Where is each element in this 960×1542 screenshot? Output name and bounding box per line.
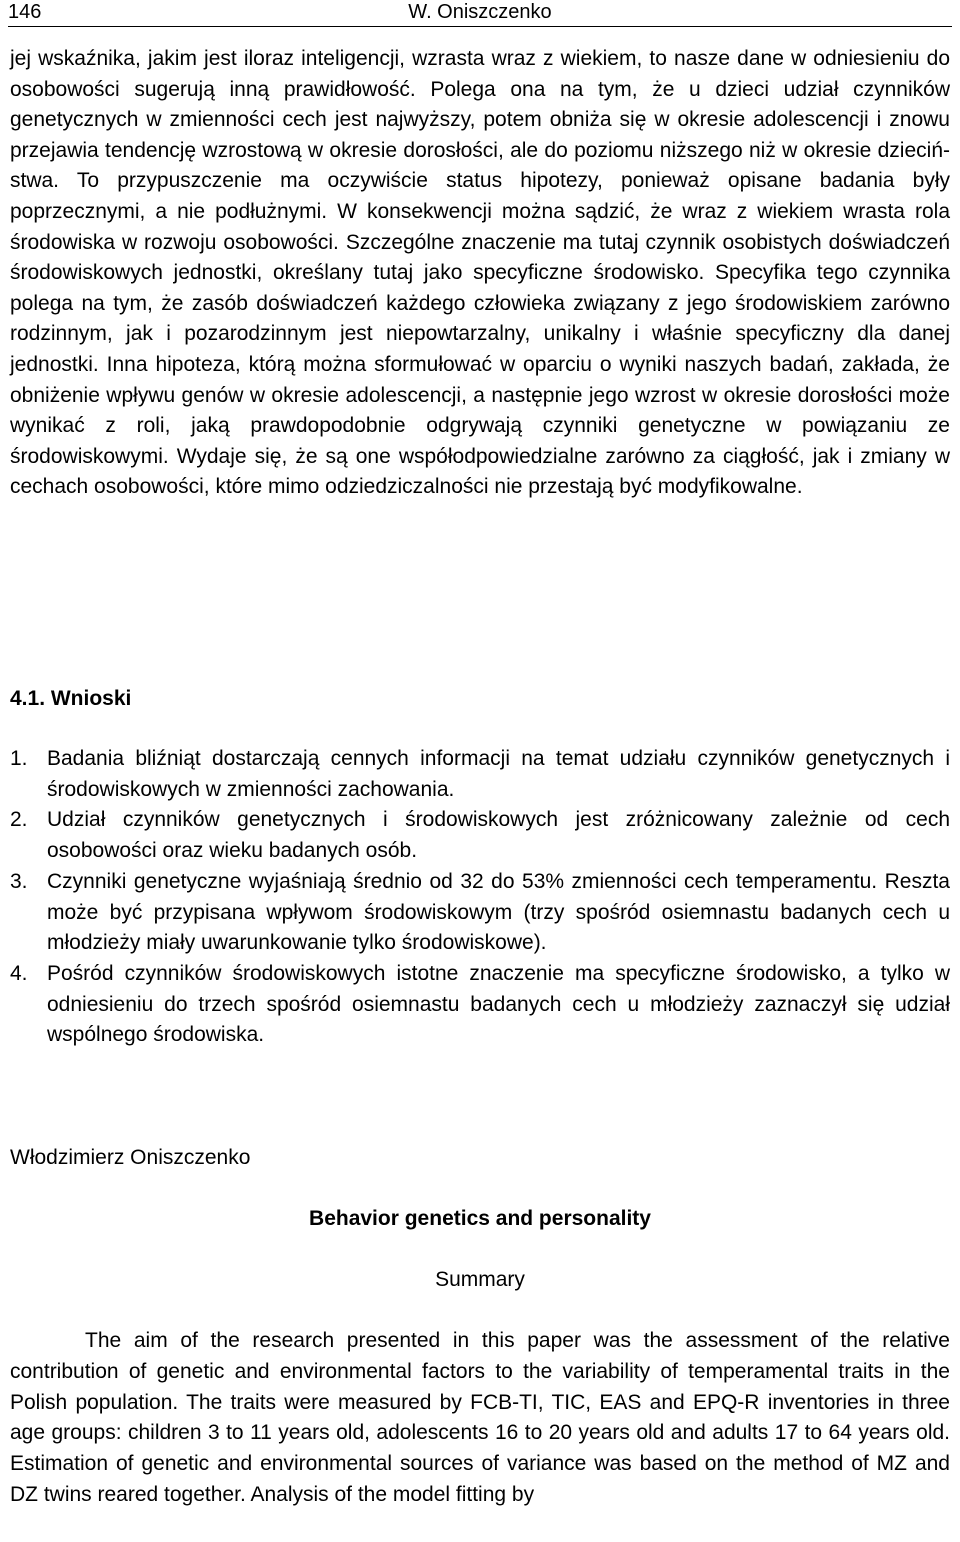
- list-item-text: Badania bliźniąt dostarczają cennych informacji na temat udziału czynników genetycznych i środowiskowych w zmienności zachowania.: [47, 747, 950, 801]
- page-header: [8, 0, 952, 27]
- section-heading: 4.1. Wnioski: [10, 687, 132, 710]
- main-text: [10, 44, 950, 503]
- page-number: 146: [8, 1, 42, 23]
- conclusions-list: [10, 744, 950, 1051]
- summary-text: The aim of the research presented in this paper was the assessment of the relative contribution of genetic and environmental factors to the variability of temperamental traits in the Polish population. The traits were measured by FCB-TI, TIC, EAS and EPQ-R inventories in three age groups: children 3 to 11 years old, adolescents 16 to 20 years old and adults 17 to 64 years old. Estimation of genetic and environmental sources of variance was based on the method of MZ and DZ twins reared together. Analysis of the model fitting by: [10, 1329, 950, 1506]
- summary-author: Włodzimierz Oniszczenko: [10, 1146, 251, 1169]
- list-item-text: Czynniki genetyczne wyjaśniają średnio od 32 do 53% zmienności cech temperamentu. Reszta może być przypisana wpływom środowiskowym (trzy spośród osiemnastu badanych cech u młodzieży miały uwarunkowanie tylko środowiskowe).: [47, 869, 950, 955]
- list-item-number: 3.: [10, 869, 28, 893]
- list-item: [10, 805, 950, 866]
- list-item-number: 4.: [10, 961, 28, 985]
- list-item-text: Pośród czynników środowiskowych istotne znaczenie ma specyficzne środowisko, a tylko w odniesieniu do trzech spośród osiemnastu badanych cech u młodzieży zaznaczył się udział wspólnego środowiska.: [47, 961, 950, 1047]
- summary-heading: Summary: [435, 1268, 525, 1291]
- list-item-number: 1.: [10, 747, 28, 770]
- list-item: [10, 959, 950, 1051]
- list-item: [10, 867, 950, 959]
- running-title: W. Oniszczenko: [408, 1, 552, 23]
- list-item: [10, 744, 950, 805]
- summary-title: Behavior genetics and personality: [309, 1207, 651, 1230]
- list-item-number: 2.: [10, 808, 28, 832]
- list-item-text: Udział czynników genetycznych i środowiskowych jest zróżnicowany zależnie od cech osobowości oraz wieku badanych osób.: [47, 808, 950, 863]
- body-paragraph: jej wskaźnika, jakim jest iloraz inteligencji, wzrasta wraz z wiekiem, to nasze dane w odniesieniu do osobowości sugerują inną prawidłowość. Polega ona na tym, że u dzieci udział czynników genetycznych w zmienności cech jest najwyższy, potem obniża się w okresie adolescencji i znowu przejawia tendencję wzrostową w okresie dorosłości, ale do poziomu niższego niż w okresie dzieciństwa. To przypuszczenie ma oczywiście status hipotezy, ponieważ opisane badania były poprzecznymi, a nie podłużnymi. W konsekwencji można sądzić, że wraz z wiekiem wrasta rola środowiska w rozwoju osobowości. Szczególne znaczenie ma tutaj czynnik osobistych doświadczeń środowiskowych jednostki, określany tutaj jako specyficzne środowisko. Specyfika tego czynnika polega na tym, że zasób doświadczeń każdego człowieka związany z jego środowiskiem zarówno rodzinnym, jak i pozarodzinnym jest niepowtarzalny, unikalny i właśnie specyficzny dla danej jednostki. Inna hipoteza, którą można sformułować w oparciu o wyniki naszych badań, zakłada, że obniżenie wpływu genów w okresie adolescencji, a następnie jego wzrost w okresie dorosłości może wynikać z roli, jaką prawdopodobnie odgrywają czynniki genetyczne w powiązaniu ze środowiskowymi. Wydaje się, że są one współodpowiedzialne zarówno za ciągłość, jak i zmiany w cechach osobowości, które mimo odziedziczalności nie przestają być modyfikowalne.: [10, 47, 950, 499]
